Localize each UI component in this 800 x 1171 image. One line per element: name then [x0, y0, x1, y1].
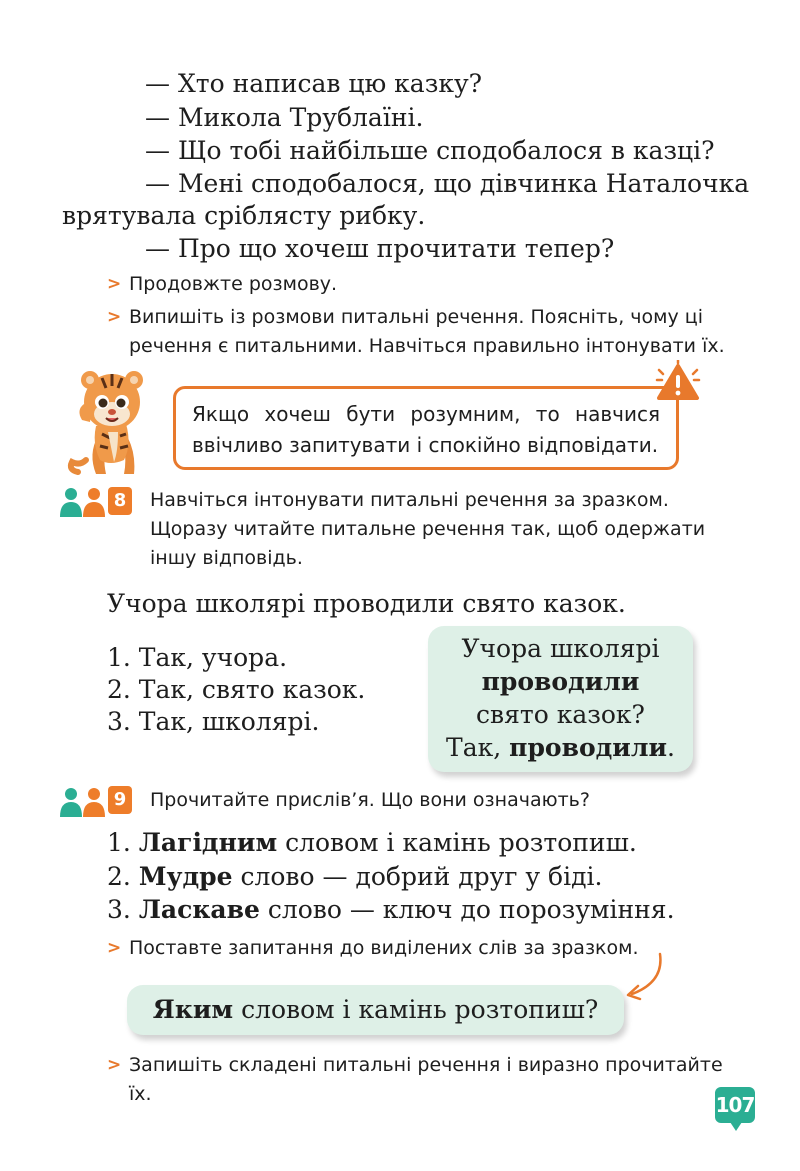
task8-example-box	[428, 626, 693, 772]
task-number-9: 9	[108, 786, 132, 814]
proverb-1: 1. Лагідним словом і камінь розтопиш.	[107, 828, 637, 857]
task9-example-box	[127, 985, 624, 1035]
task9-instruction-a: > Поставте запитання до виділених слів за зразком.	[107, 934, 727, 963]
proverb-2: 2. Мудре слово — добрий друг у біді.	[107, 862, 603, 891]
dialog-line-4: — Мені сподобалося, що дівчинка Наталочка	[145, 169, 750, 198]
instruction-continue: > Продовжте розмову.	[107, 270, 727, 299]
bullet-arrow-icon: >	[107, 1055, 122, 1075]
bullet-arrow-icon: >	[107, 274, 122, 294]
example-line-1: Учора школярі	[461, 634, 660, 663]
bullet-arrow-icon: >	[107, 307, 122, 327]
example-line-4: Так, проводили.	[446, 733, 675, 762]
example-line-2: проводили	[481, 667, 640, 696]
dialog-line-5: врятувала сріблясту рибку.	[62, 201, 426, 230]
task8-answer-1: 1. Так, учора.	[107, 643, 288, 672]
task8-answer-2: 2. Так, свято казок.	[107, 675, 366, 704]
bullet-arrow-icon: >	[107, 938, 122, 958]
task8-answer-3: 3. Так, школярі.	[107, 707, 320, 736]
example-line-3: свято казок?	[476, 700, 645, 729]
task-number-8: 8	[108, 487, 132, 515]
dialog-line-2: — Микола Трублаїні.	[145, 103, 424, 132]
tiger-mascot-icon	[62, 362, 174, 480]
pair-work-icon	[58, 787, 108, 817]
dialog-line-3: — Що тобі найбільше сподобалося в казці?	[145, 136, 715, 165]
tip-box	[173, 386, 679, 470]
pair-work-icon	[58, 487, 108, 517]
task8-sentence: Учора школярі проводили свято казок.	[107, 589, 626, 618]
instruction-write-out: > Випишіть із розмови питальні речення. Поясніть, чому ці речення є питальними. Навчіться правильно інтонувати їх.	[107, 303, 727, 361]
dialog-line-1: — Хто написав цю казку?	[145, 69, 483, 98]
warning-icon	[655, 360, 701, 402]
task8-instruction: Навчіться інтонувати питальні речення за зразком. Щоразу читайте питальне речення так, щоб одержати іншу відповідь.	[150, 489, 706, 569]
page-number: 107	[715, 1087, 755, 1123]
task9-example-text: Яким словом і камінь розтопиш?	[152, 995, 599, 1024]
task9-instruction-b: > Запишіть складені питальні речення і виразно прочитайте їх.	[107, 1051, 727, 1109]
proverb-3: 3. Ласкаве слово — ключ до порозуміння.	[107, 895, 675, 924]
dialog-line-6: — Про що хочеш прочитати тепер?	[145, 234, 615, 263]
task9-instruction: Прочитайте прислів’я. Що вони означають?	[150, 789, 590, 811]
tip-text: Якщо хочеш бути розумним, то навчися ввічливо запитувати і спокійно відповідати.	[192, 402, 660, 457]
